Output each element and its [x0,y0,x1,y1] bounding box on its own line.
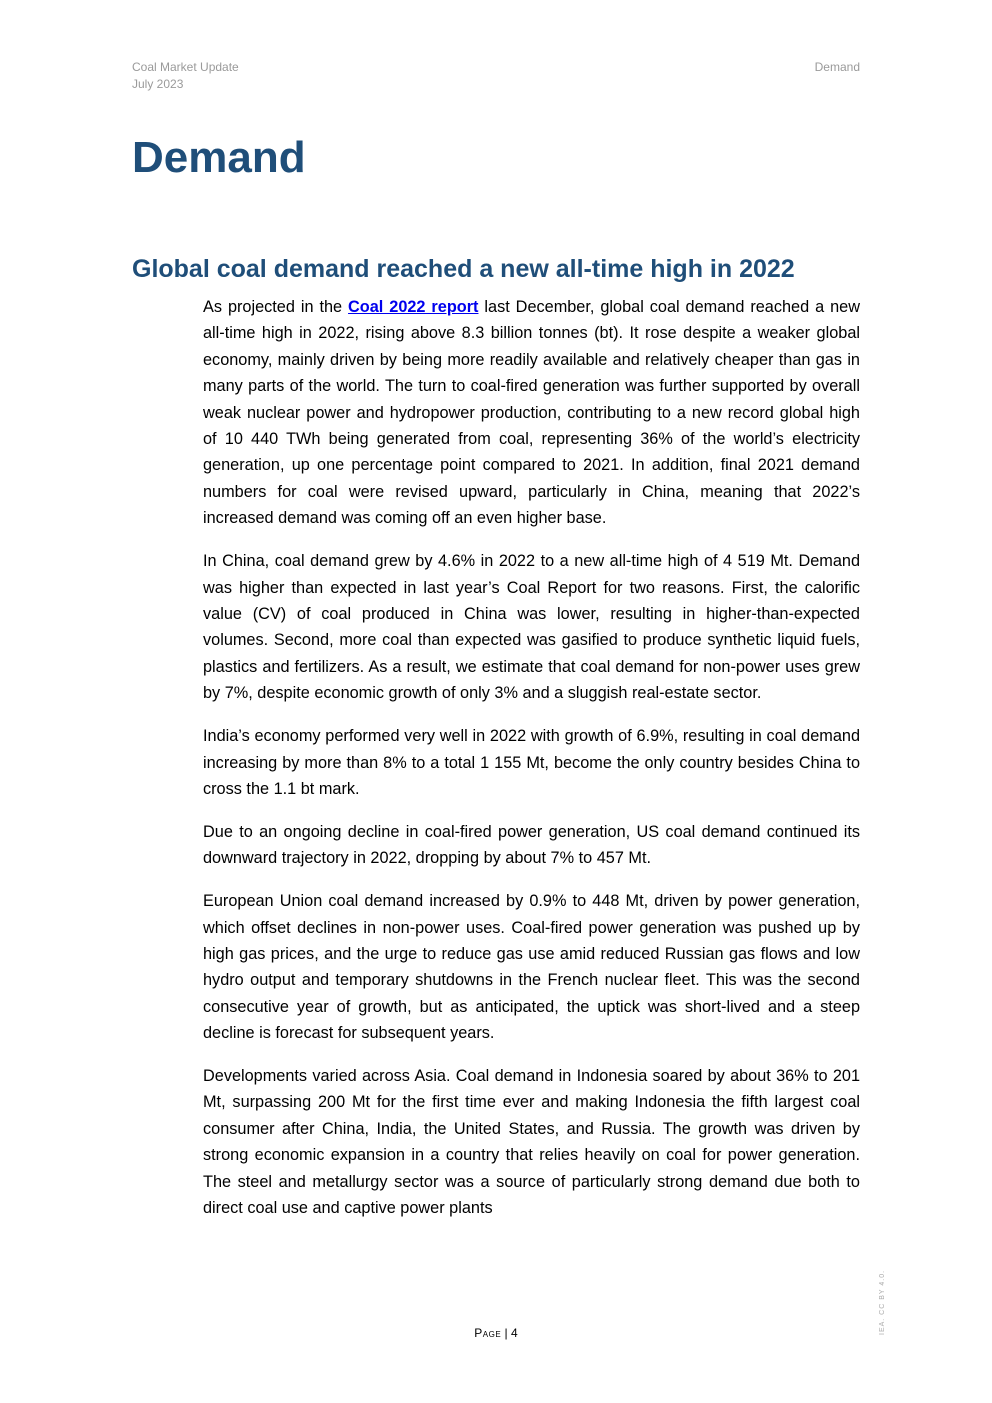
page-number: 4 [511,1326,518,1340]
running-header-left [132,59,239,93]
page-title: Demand [132,133,306,182]
body-text [203,294,860,1238]
paragraph-6: Developments varied across Asia. Coal demand in Indonesia soared by about 36% to 201 Mt, surpassing 200 Mt for the first time ever and making Indonesia the fifth largest coal consumer after China, India, the United States, and Russia. The growth was driven by strong economic expansion in a country that relies heavily on coal for power generation. The steel and metallurgy sector was a source of particularly strong demand due both to direct coal use and captive power plants [203,1067,860,1218]
header-section: Demand [814,60,860,74]
header-doc-title: Coal Market Update [132,60,239,74]
header-date: July 2023 [132,77,184,91]
paragraph-5: European Union coal demand increased by 0.9% to 448 Mt, driven by power generation, which offset declines in non-power uses. Coal-fired power generation was pushed up by high gas prices, and the urge to reduce gas use amid reduced Russian gas flows and low hydro output and temporary shutdowns in the French nuclear fleet. This was the second consecutive year of growth, but as anticipated, the uptick was short-lived and a steep decline is forecast for subsequent years. [203,892,860,1043]
page-label: Page [474,1326,502,1340]
paragraph-1 [203,294,860,532]
section-heading: Global coal demand reached a new all-time high in 2022 [132,255,795,283]
page-separator: | [501,1326,511,1340]
paragraph-4: Due to an ongoing decline in coal-fired power generation, US coal demand continued its downward trajectory in 2022, dropping by about 7% to 457 Mt. [203,822,860,868]
paragraph-2: In China, coal demand grew by 4.6% in 2022 to a new all-time high of 4 519 Mt. Demand was higher than expected in last year’s Coal Report for two reasons. First, the calorific value (CV) of coal produced in China was lower, resulting in higher-than-expected volumes. Second, more coal than expected was gasified to produce synthetic liquid fuels, plastics and fertilizers. As a result, we estimate that coal demand for non-power uses grew by 7%, despite economic growth of only 3% and a sluggish real-estate sector. [203,552,860,703]
page-footer [0,1326,992,1340]
paragraph-3: India’s economy performed very well in 2022 with growth of 6.9%, resulting in coal demand increasing by more than 8% to a total 1 155 Mt, become the only country besides China to cross the 1.1 bt mark. [203,727,860,798]
license-notice: IEA. CC BY 4.0. [879,1269,886,1335]
running-header-right [815,59,860,76]
paragraph-1-rest: last December, global coal demand reached a new all-time high in 2022, rising above 8.3 billion tonnes (bt). It rose despite a weaker global economy, mainly driven by being more readily available and relatively cheaper than gas in many parts of the world. The turn to coal-fired generation was further supported by overall weak nuclear power and hydropower production, contributing to a new record global high of 10 440 TWh being generated from coal, representing 36% of the world’s electricity generation, up one percentage point compared to 2021. In addition, final 2021 demand numbers for coal were revised upward, particularly in China, meaning that 2022’s increased demand was coming off an even higher base. [203,298,860,528]
coal-2022-report-link[interactable]: Coal 2022 report [348,298,479,316]
paragraph-1-intro: As projected in the [203,298,349,316]
